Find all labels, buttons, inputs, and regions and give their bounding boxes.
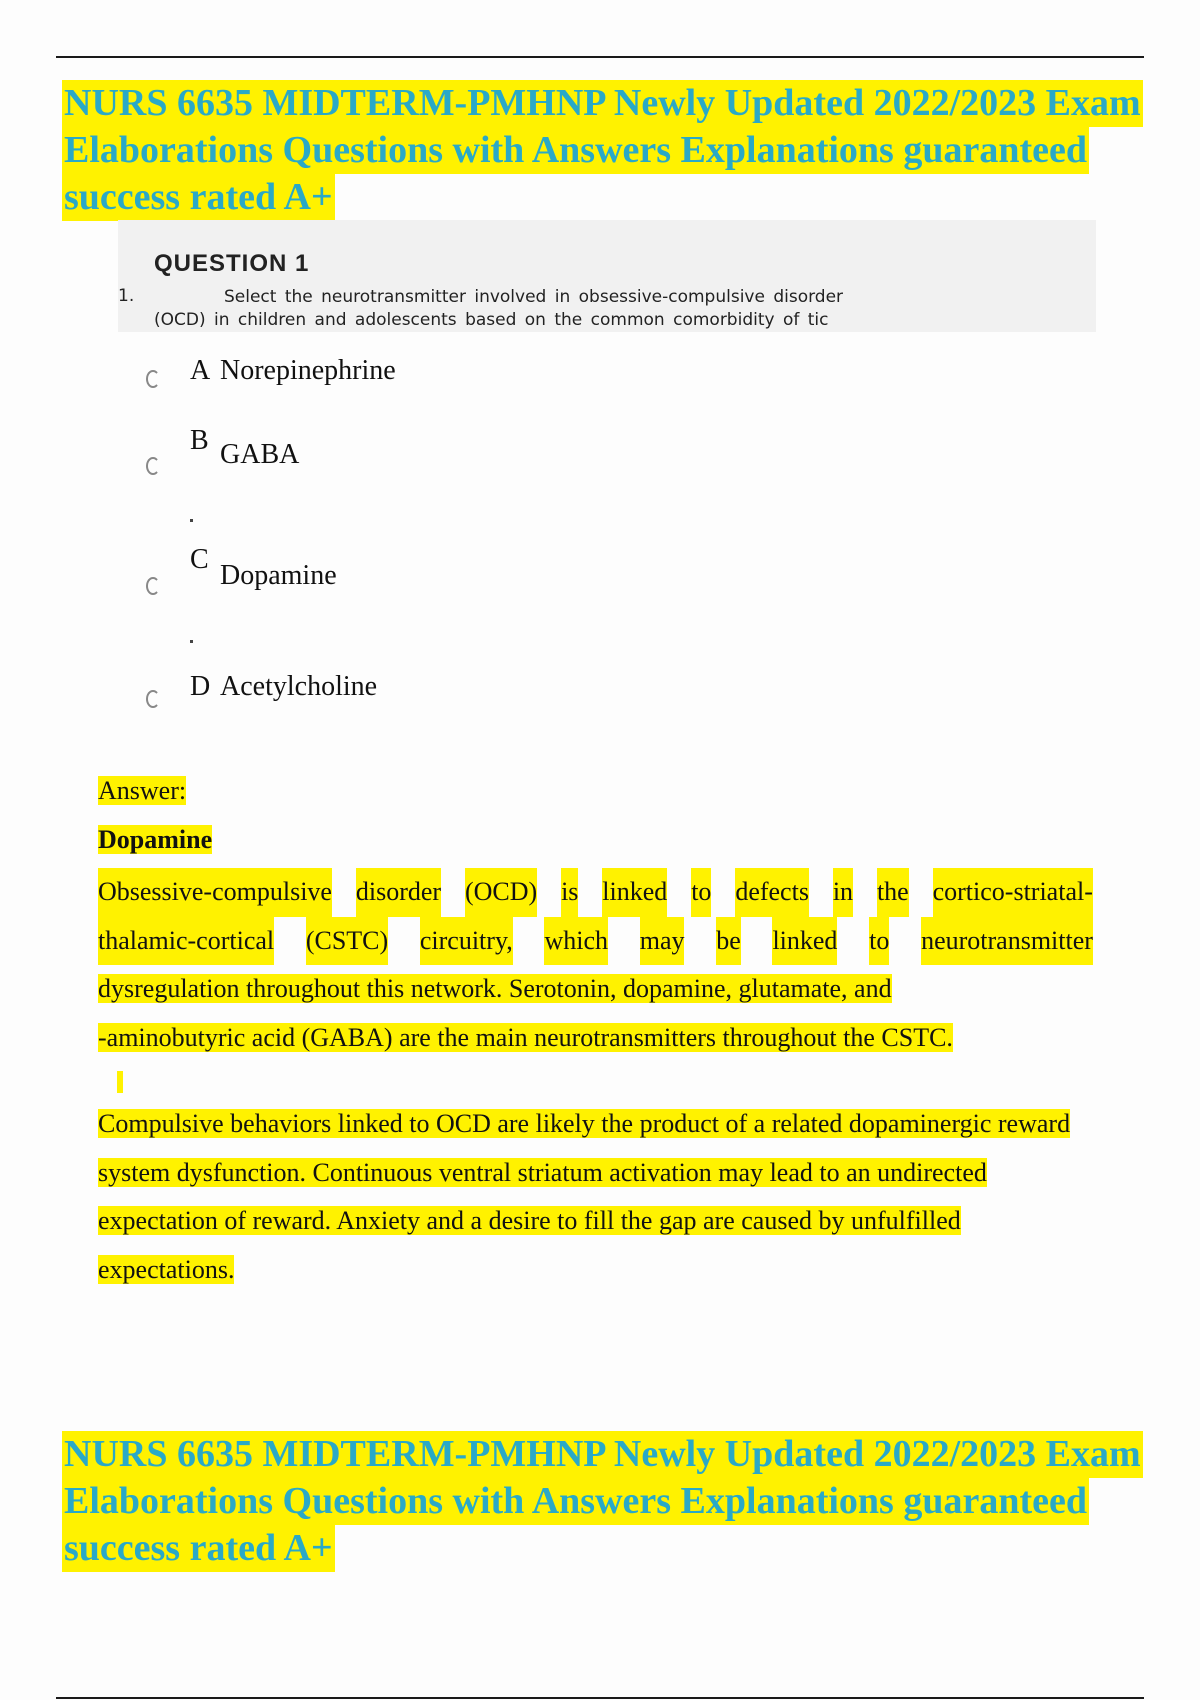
line-text: system dysfunction. Continuous ventral striatum activation may lead to an undirected [98,1157,987,1187]
option-text: Dopamine [220,560,337,591]
word: in [833,868,853,917]
question-number: 1. [118,286,135,306]
paragraph-line [98,917,1093,966]
paragraph-line [98,1197,1153,1246]
title-line: NURS 6635 MIDTERM-PMHNP Newly Updated 2022/2023 Exam [62,80,1143,127]
explanation-paragraph [98,868,1153,1062]
word: cortico-striatal- [933,868,1093,917]
question-heading: QUESTION 1 [154,250,310,277]
word: (CSTC) [306,917,388,966]
word: defects [735,868,809,917]
word: to [691,868,711,917]
word: Obsessive-compulsive [98,868,332,917]
title-line: success rated A+ [62,1525,335,1572]
paragraph-line [98,1100,1153,1149]
document-title-repeat [62,1431,1200,1572]
stray-dot [190,640,193,643]
paragraph-line [98,965,1153,1014]
line-text: dysregulation throughout this network. Serotonin, dopamine, glutamate, and [98,974,892,1003]
option-letter: B [190,425,209,456]
word: may [640,917,685,966]
word: is [561,868,578,917]
line-text: Compulsive behaviors linked to OCD are likely the product of a related dopaminergic reward [98,1109,1071,1138]
stray-dot [190,519,193,522]
word: thalamic-cortical [98,917,274,966]
word: (OCD) [465,868,537,917]
question-text-line: Select the neurotransmitter involved in obsessive-compulsive disorder [224,287,844,307]
paragraph-line [98,1014,1153,1063]
line-text: -aminobutyric acid (GABA) are the main neurotransmitters throughout the CSTC. [98,1022,953,1052]
paragraph-line [98,1149,1153,1198]
word: the [877,868,909,917]
paragraph-line [98,1246,1153,1295]
title-line: Elaborations Questions with Answers Explanations guaranteed [62,127,1089,174]
word: linked [602,868,667,917]
word: linked [772,917,837,966]
paragraph-line [98,868,1093,917]
question-text [154,286,1054,332]
title-line: success rated A+ [62,174,335,221]
explanation-paragraph [98,1100,1153,1294]
word: neurotransmitter [921,917,1093,966]
radio-button-icon[interactable] [146,577,160,595]
answer-value-text: Dopamine [98,825,213,854]
word: disorder [356,868,441,917]
question-text-line: (OCD) in children and adolescents based on the common comorbidity of tic [154,310,829,330]
radio-button-icon[interactable] [146,457,160,475]
word: circuitry, [420,917,513,966]
word: which [544,917,608,966]
answer-label [98,776,1158,806]
option-letter: D [190,671,211,702]
title-line: Elaborations Questions with Answers Explanations guaranteed [62,1478,1089,1525]
text-cursor-mark [117,1071,123,1093]
document-title [62,80,1200,221]
question-panel [118,220,1096,332]
radio-button-icon[interactable] [146,690,160,708]
word: be [716,917,741,966]
option-letter: A [190,355,211,386]
answer-value [98,825,1158,855]
answer-label-text: Answer: [98,776,187,805]
top-rule [56,56,1144,58]
option-text: Acetylcholine [220,671,378,702]
option-text: Norepinephrine [220,355,396,386]
word: to [869,917,889,966]
radio-button-icon[interactable] [146,370,160,388]
option-text: GABA [220,439,300,470]
line-text: expectation of reward. Anxiety and a desire to fill the gap are caused by unfulfilled [98,1206,961,1235]
bottom-rule [56,1697,1144,1699]
option-letter: C [190,544,209,575]
line-text: expectations. [98,1254,235,1284]
title-line: NURS 6635 MIDTERM-PMHNP Newly Updated 2022/2023 Exam [62,1431,1143,1478]
